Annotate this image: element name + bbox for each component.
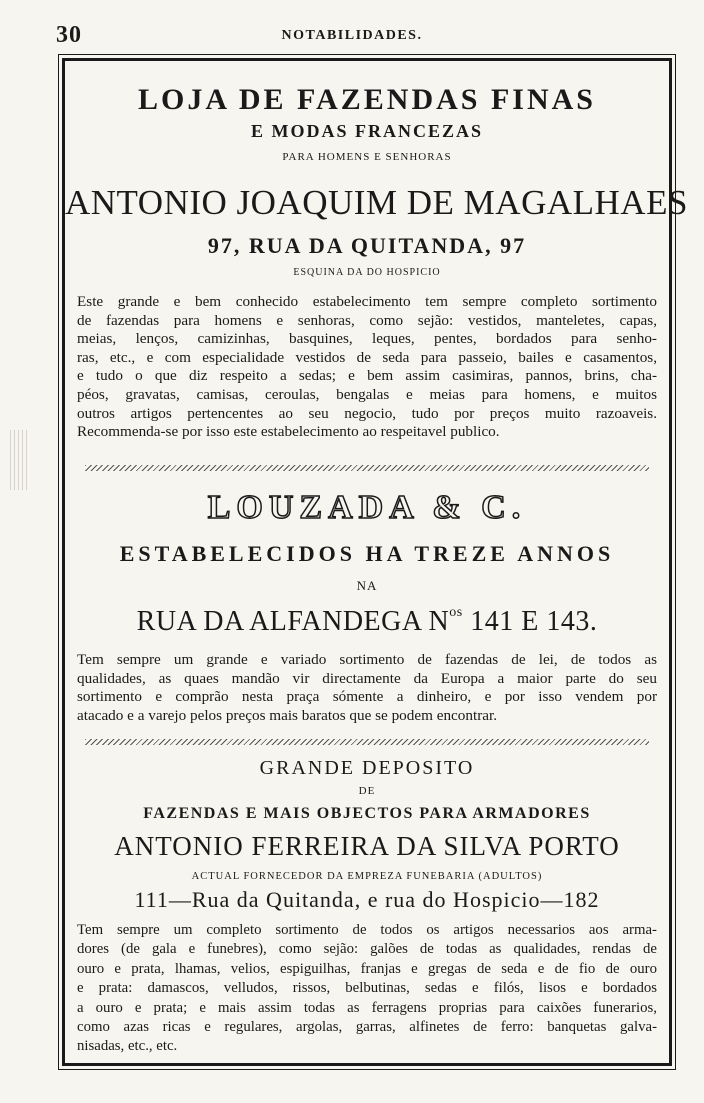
- margin-smudge: [10, 430, 28, 490]
- ad1-corner: ESQUINA DA DO HOSPICIO: [293, 267, 441, 278]
- page-header: [0, 22, 704, 52]
- ad2-body-line: atacado e a varejo pelos preços mais baratos que se podem encontrar.: [77, 706, 498, 724]
- ad1-merchant-name: ANTONIO JOAQUIM DE MAGALHAES: [65, 183, 688, 222]
- ad3-goods: FAZENDAS E MAIS OBJECTOS PARA ARMADORES: [143, 805, 591, 822]
- ad3-body: [65, 921, 669, 1057]
- ad1-address: 97, RUA DA QUITANDA, 97: [207, 233, 527, 258]
- ad3-de: DE: [358, 785, 376, 797]
- ad1-title: LOJA DE FAZENDAS FINAS: [137, 83, 596, 116]
- ornamental-divider: [85, 739, 649, 745]
- ad1-body-line: Recommenda-se por isso este estabelecimento ao respeitavel publico.: [77, 423, 500, 441]
- ad1-body-line: Este grande e bem conhecido estabelecimento tem sempre completo sortimento: [77, 293, 657, 310]
- ad2-na: NA: [356, 578, 378, 593]
- ad1-body-line: ras, etc., e com especialidade vestidos de seda para passeio, bailes e casamentos,: [77, 348, 657, 366]
- ad3-body-line: Tem sempre um completo sortimento de todos os artigos necessarios aos arma-: [77, 922, 657, 938]
- ad2-address: [65, 605, 669, 638]
- ad3-heading: GRANDE DEPOSITO: [259, 757, 475, 779]
- ad3-body-line: dores (de gala e funebres), como sejão: galões de todas as qualidades, rendas de: [77, 941, 657, 958]
- ad3-address: 111—Rua da Quitanda, e rua do Hospicio—182: [134, 887, 600, 912]
- ad1-body-line: outros artigos pertencentes ao seu negocio, tudo por preços muito razoaveis.: [77, 404, 657, 422]
- ad2-address-numbers: 141 E 143.: [462, 606, 598, 637]
- ad1-body-line: péos, gravatas, camisas, ceroulas, bengalas e meias para homens, e muitos: [77, 385, 657, 403]
- ad2-address-street: RUA DA ALFANDEGA N: [136, 606, 450, 637]
- running-head: NOTABILIDADES.: [281, 28, 423, 43]
- ad3-body-line: como azas ricas e regulares, argolas, garras, alfinetes de ferro: banquetas galva-: [77, 1019, 657, 1036]
- ad1-body: [65, 293, 669, 442]
- ad3-merchant-name: ANTONIO FERREIRA DA SILVA PORTO: [114, 831, 620, 861]
- advertisement-frame: [62, 58, 688, 1066]
- ad2-body-line: Tem sempre um grande e variado sortimento de fazendas de lei, de todos as: [77, 651, 657, 668]
- page-number: 30: [56, 22, 82, 48]
- ad1-body-line: meias, lenços, camizinhas, basquines, leques, pentes, bordados para senho-: [77, 330, 657, 348]
- ad2-address-sup: os: [449, 605, 463, 620]
- ad2-body: [65, 651, 669, 725]
- ad3-body-line: nisadas, etc., etc.: [77, 1038, 178, 1055]
- ad1-for-whom: PARA HOMENS E SENHORAS: [282, 151, 452, 163]
- ad2-established: ESTABELECIDOS HA TREZE ANNOS: [119, 541, 615, 566]
- ad3-body-line: ouro e prata, lhamas, velios, espiguilhas, franjas e gregas de seda e de fio de ouro: [77, 960, 657, 977]
- ad3-body-line: a ouro e prata; e mais assim todas as ferragens proprias para caixões funerarios,: [77, 999, 657, 1016]
- ad2-body-line: qualidades, as quaes mandão vir directamente da Europa a maior parte do seu: [77, 669, 657, 687]
- ad2-firm-name: LOUZADA & C.: [207, 489, 527, 526]
- ad1-body-line: e tudo o que diz respeito a sedas; e bem assim casimiras, pannos, brins, cha-: [77, 367, 657, 385]
- ad3-supplier: ACTUAL FORNECEDOR DA EMPREZA FUNEBARIA (ADULTOS): [191, 871, 543, 882]
- ad3-body-line: e prata: damascos, velludos, rissos, belbutinas, sedas e filós, lisos e bordados: [77, 980, 657, 997]
- ad1-body-line: de fazendas para homens e senhoras, como sejão: vestidos, manteletes, capas,: [77, 311, 657, 329]
- ornamental-divider: [85, 465, 649, 471]
- ad1-subtitle: E MODAS FRANCEZAS: [250, 121, 484, 141]
- ad2-body-line: sortimento e comprão nesta praça sómente a dinheiro, e por isso vendem por: [77, 688, 657, 706]
